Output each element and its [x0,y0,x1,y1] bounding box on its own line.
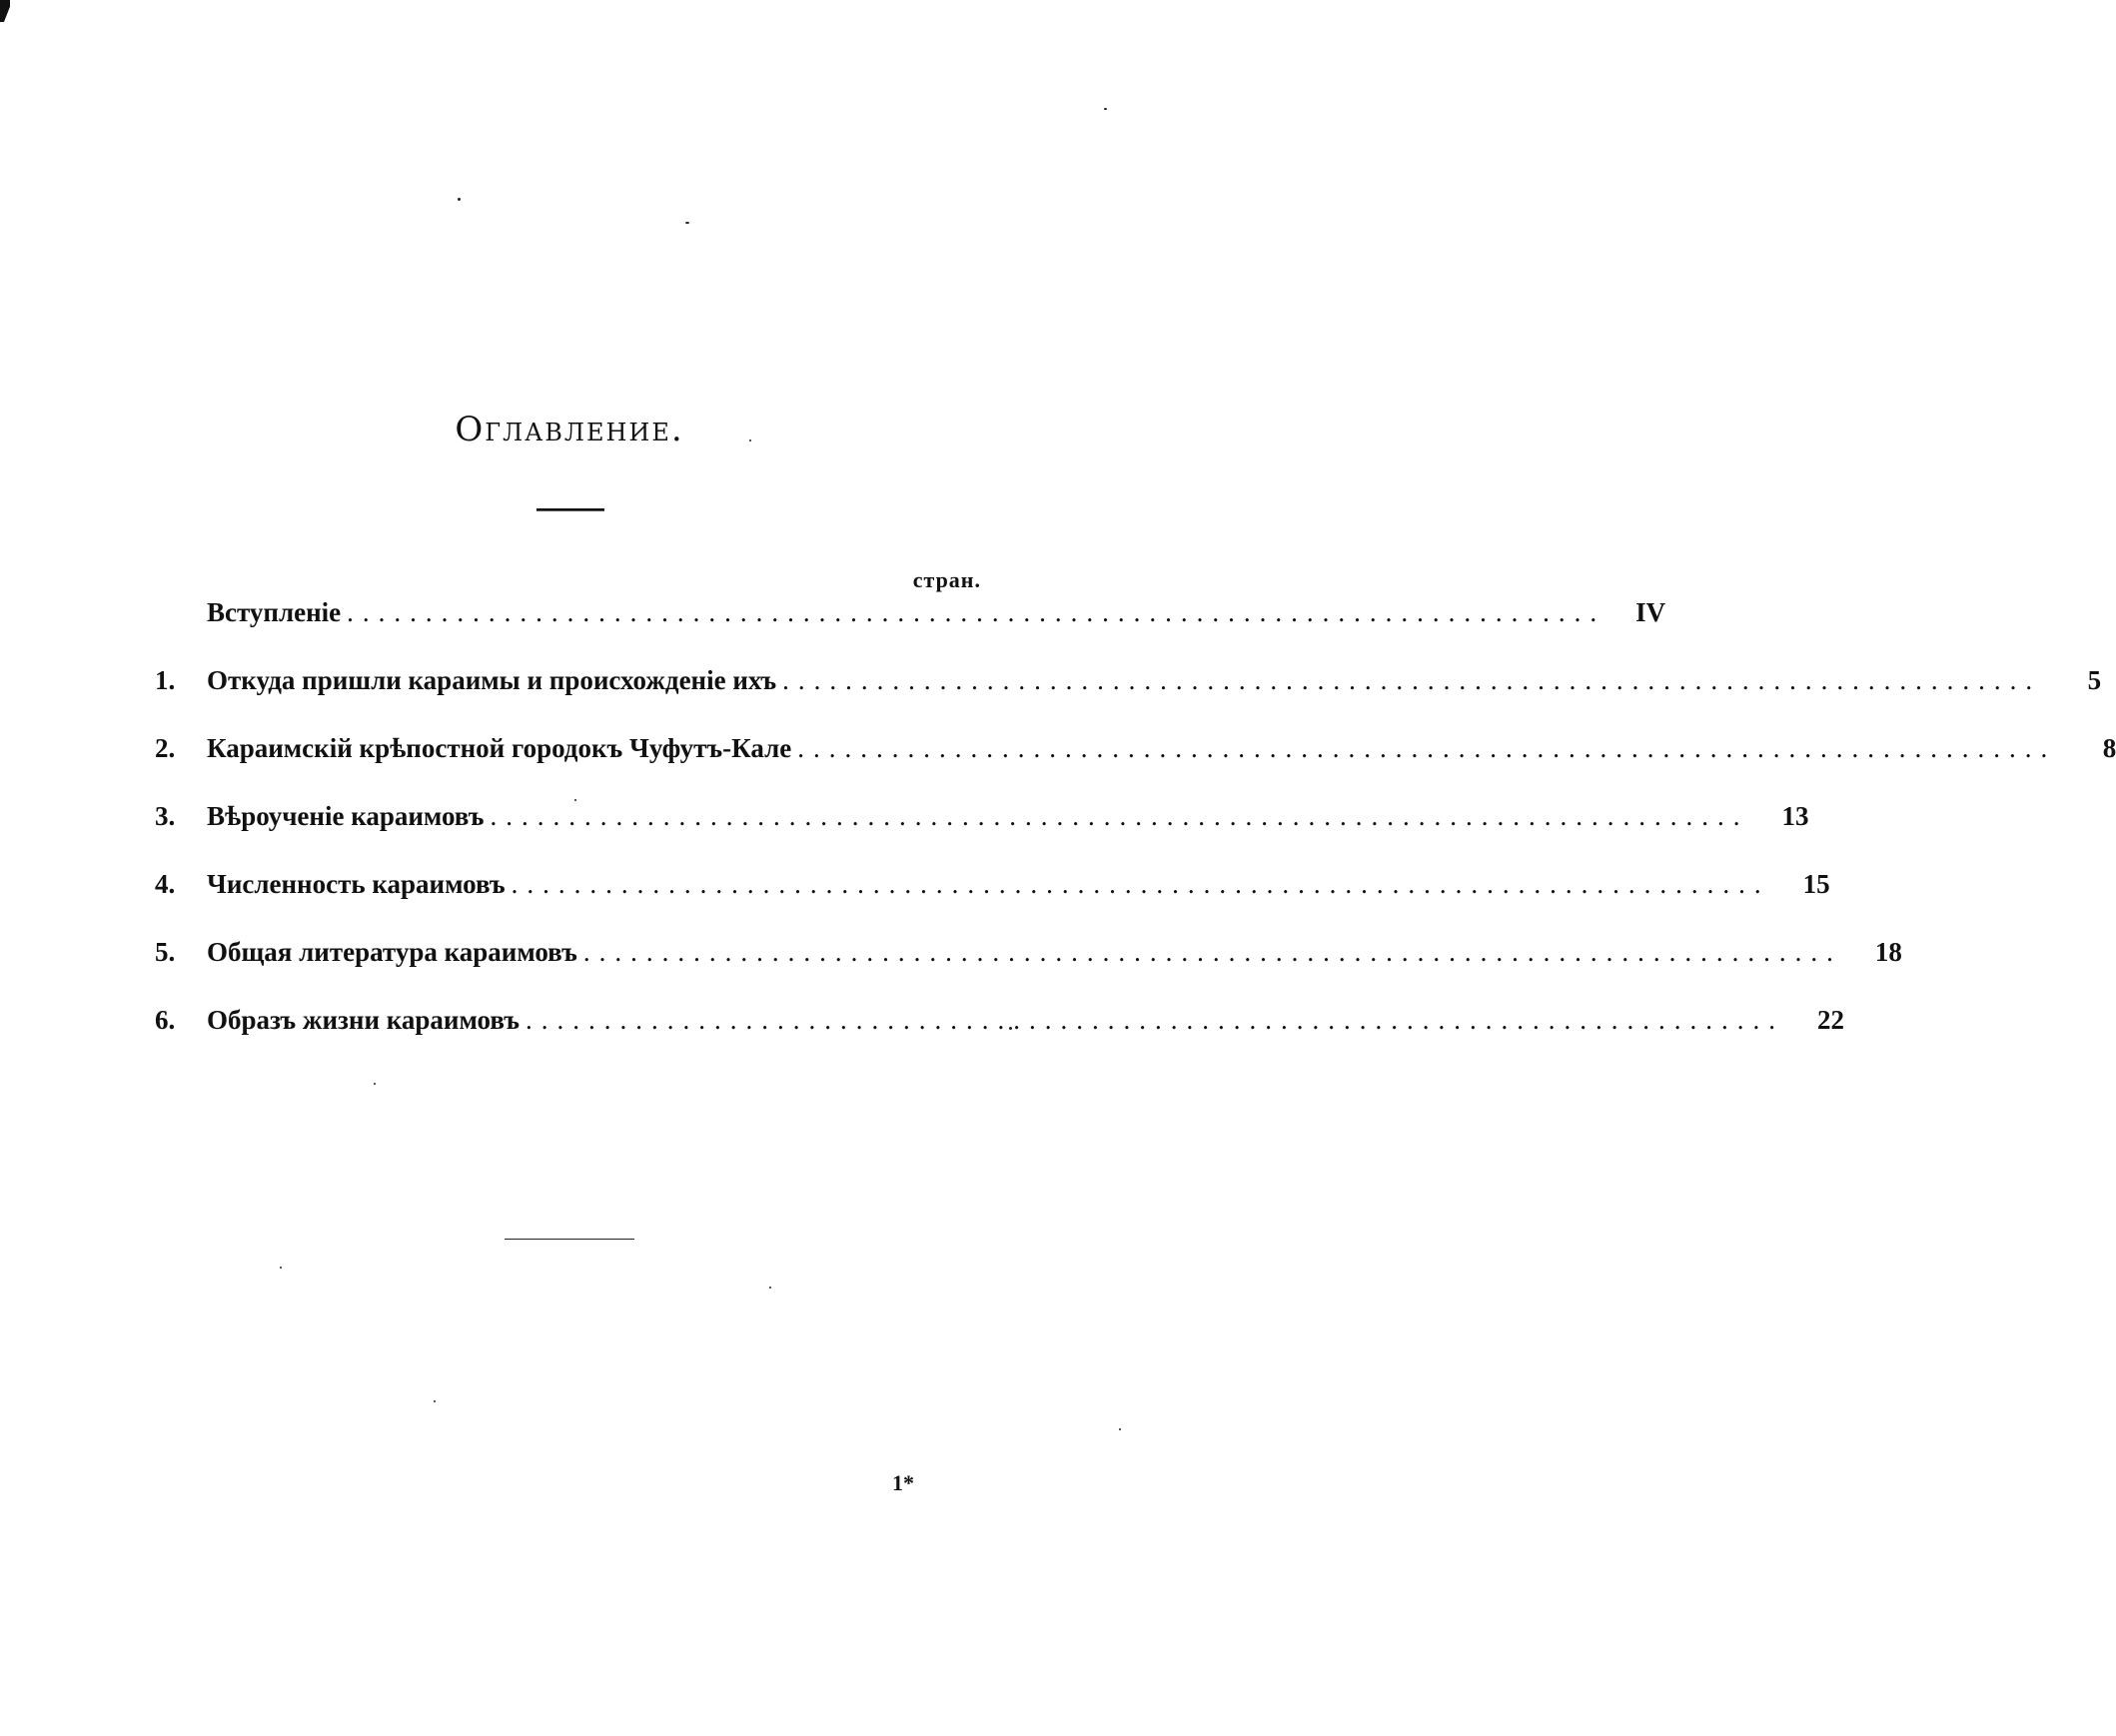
toc-entry-number: 1. [155,665,176,695]
toc-entry-title: Общая литература караимовъ [207,937,577,967]
toc-entry-title: Караимскій крѣпостной городокъ Чуфутъ-Кале [207,733,792,763]
signature-mark: 1* [892,1470,914,1495]
toc-leader-dots: ................................................................................ [347,597,1606,627]
toc-entry-page: IV [1635,597,1666,627]
print-speck [1104,108,1107,110]
page-column-header: стран. [912,567,981,592]
toc-entry-number: 2. [155,733,176,763]
closing-divider [505,1239,634,1240]
toc-entry-title: Вступленіе [207,597,342,627]
toc-entry [155,937,1902,1005]
print-speck [458,198,461,201]
print-speck [769,1287,771,1289]
toc-entry-title: Численность караимовъ [207,869,506,899]
toc-leader-dots: ................................................................................ [782,665,2042,695]
print-speck [685,222,689,224]
toc-entry [155,733,2116,801]
print-speck [1119,1428,1121,1430]
toc-entry [155,801,1809,869]
page-edge-mark [0,0,10,22]
toc-entry-page: 15 [1802,869,1830,899]
toc-leader-dots: ................................................................................ [582,937,1842,967]
toc-entry-page: 8 [2102,733,2116,763]
title-divider [536,508,604,511]
toc-entry [155,1005,1844,1073]
page-title: Оглавление. [455,410,684,449]
table-of-contents [155,597,2116,1073]
toc-entry-number: 6. [155,1005,176,1035]
toc-entry-page: 22 [1816,1005,1844,1035]
toc-entry-number: 5. [155,937,176,967]
toc-leader-dots: ................................................................................ [511,869,1770,899]
toc-entry-title: Откуда пришли караимы и происхожденіе ихъ [207,665,777,695]
print-speck [374,1083,376,1085]
toc-entry [155,869,1830,937]
toc-leader-dots: ................................................................................ [490,801,1749,831]
toc-entry-number: 4. [155,869,176,899]
toc-leader-dots: ................................................................................ [797,733,2057,763]
print-speck [434,1400,436,1402]
toc-entry [155,665,2102,733]
toc-entry-title: Образъ жизни караимовъ [207,1005,520,1035]
toc-entry-page: 5 [2087,665,2102,695]
print-speck [280,1267,282,1269]
toc-entry-page: 13 [1781,801,1809,831]
toc-leader-dots: ................................................................................ [525,1005,1784,1035]
toc-entry-page: 18 [1874,937,1902,967]
toc-entry-number: 3. [155,801,176,831]
toc-entry-title: Вѣроученіе караимовъ [207,801,485,831]
toc-entry [155,597,1666,665]
